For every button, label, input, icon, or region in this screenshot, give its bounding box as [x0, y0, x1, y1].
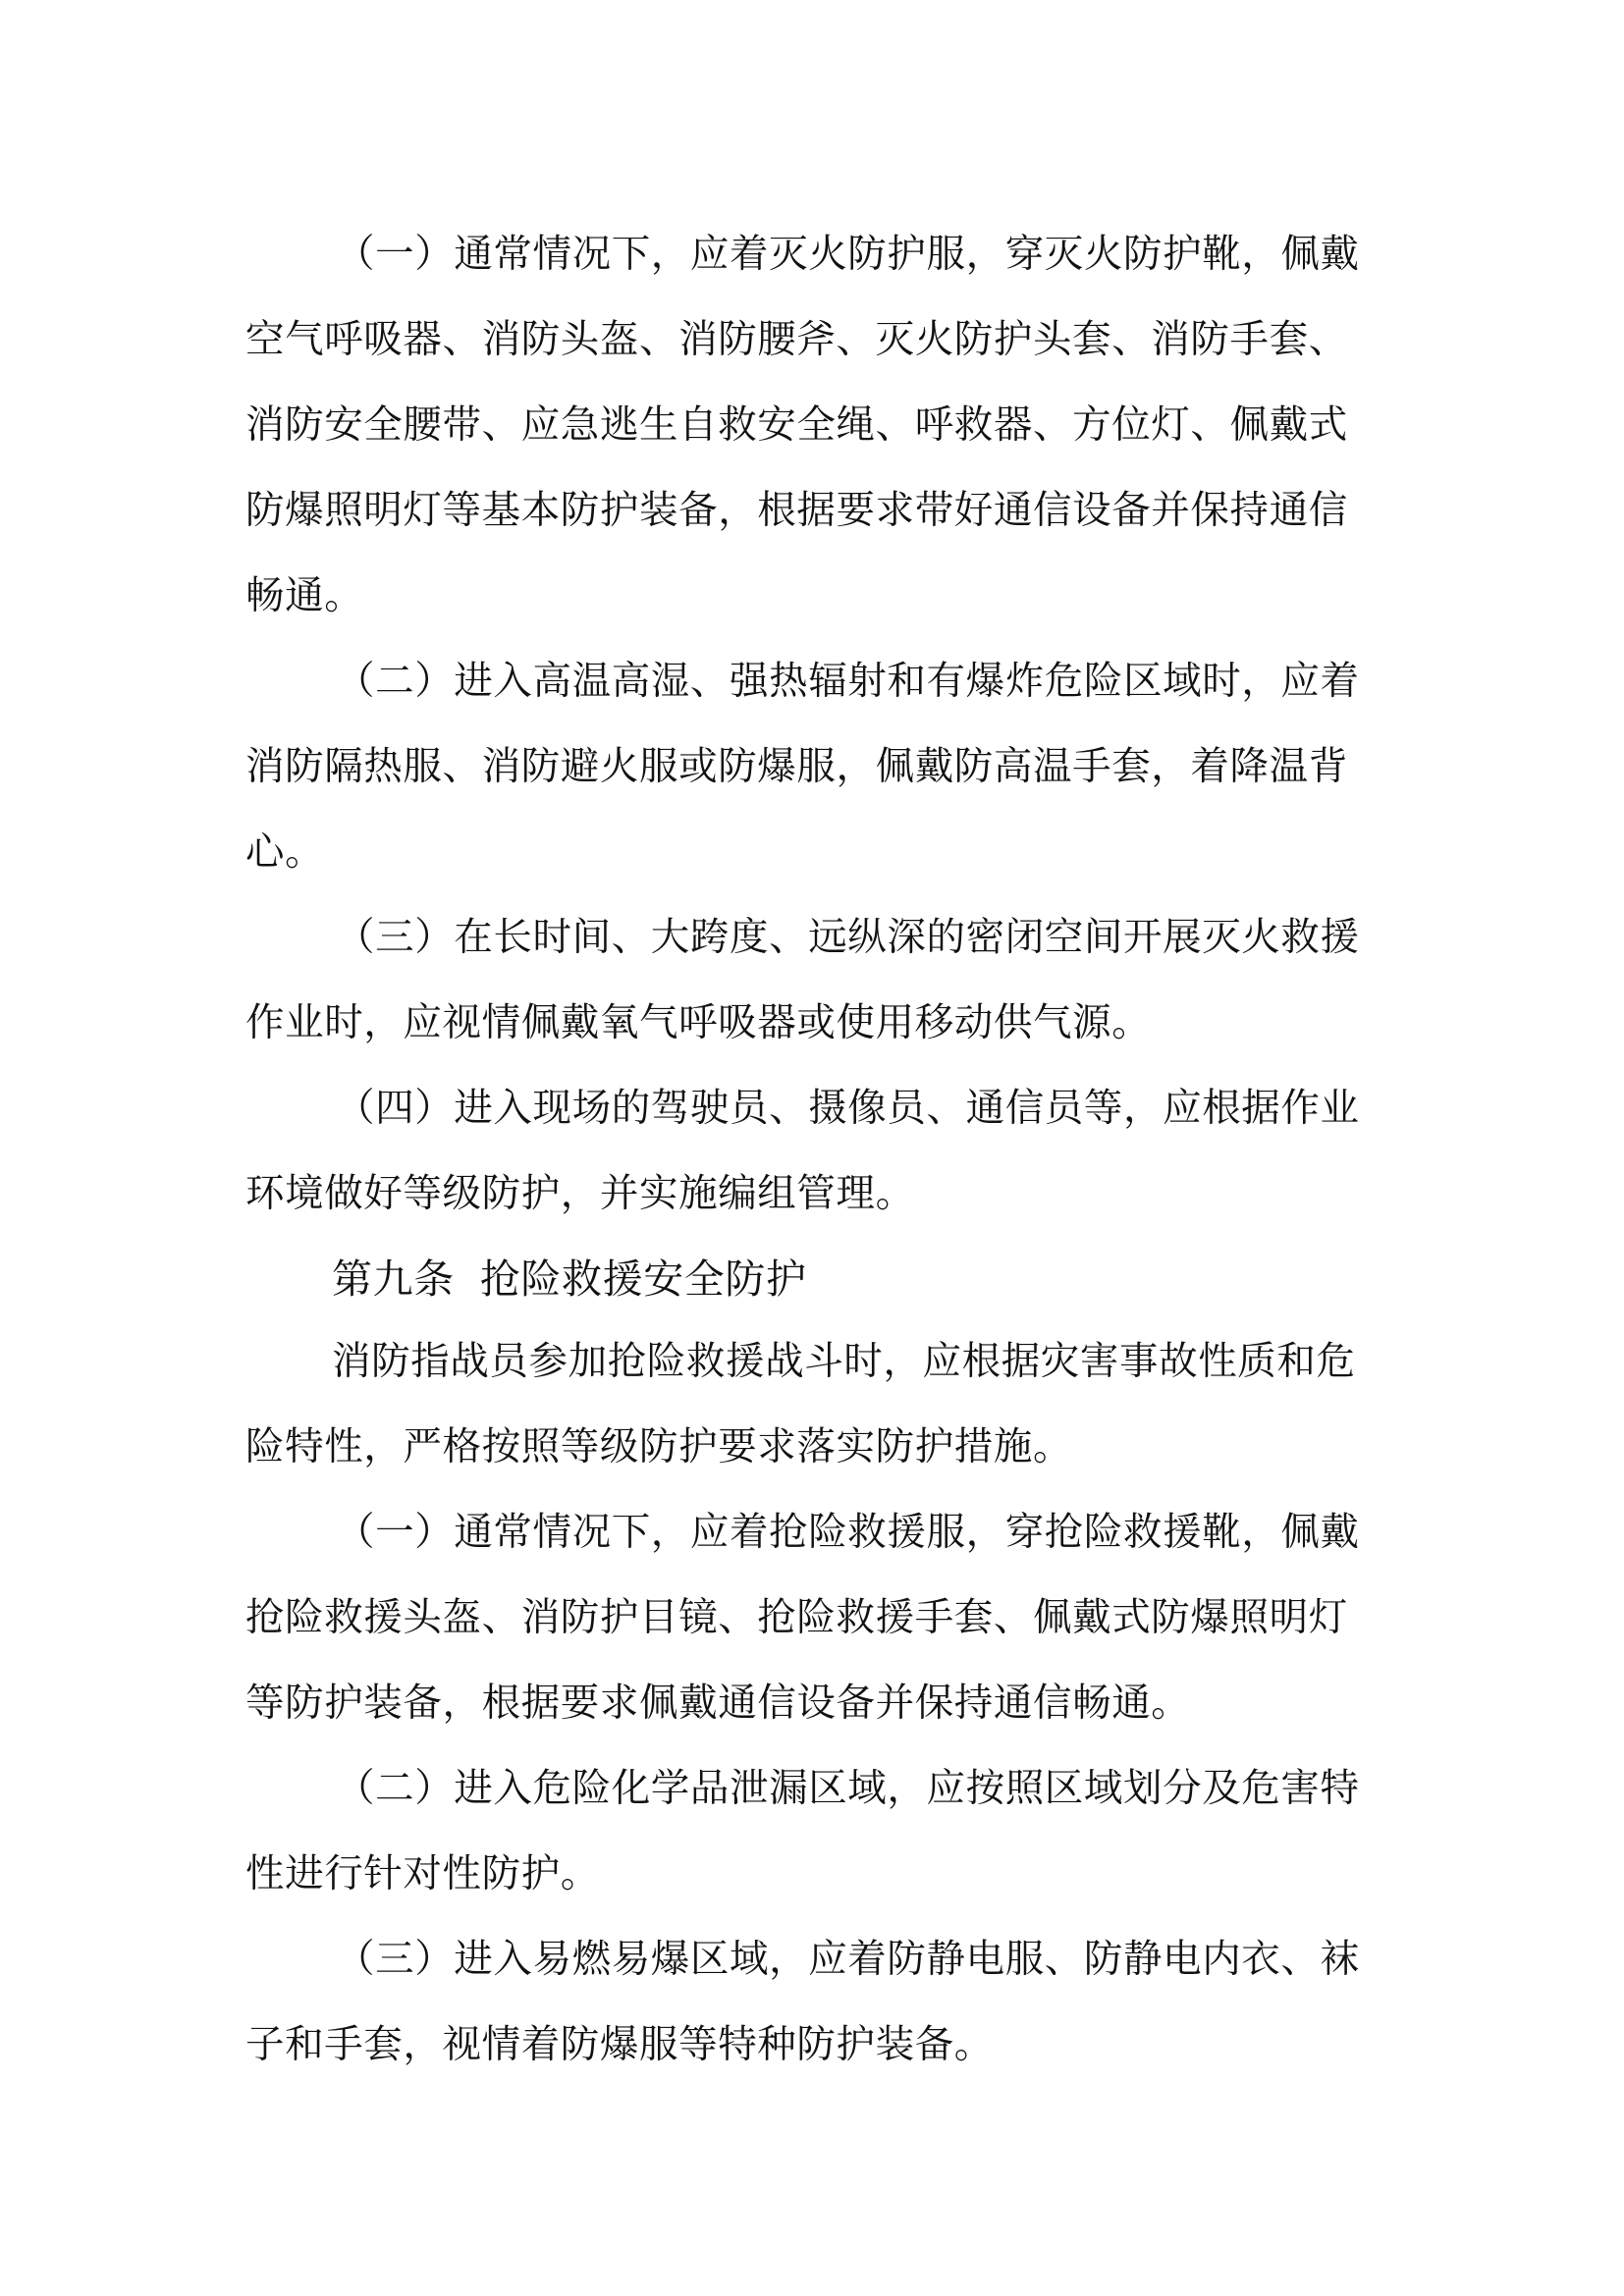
paragraph-protection-general	[245, 226, 1384, 653]
paragraph-line: 心。	[245, 829, 325, 875]
article-title: 抢险救援安全防护	[479, 1255, 807, 1303]
article-number: 第九条	[332, 1255, 455, 1303]
paragraph-line: 性进行针对性防护。	[245, 1851, 600, 1896]
paragraph-high-temperature	[245, 653, 1384, 909]
paragraph-rescue-intro	[245, 1333, 1384, 1504]
paragraph-line: 等防护装备，根据要求佩戴通信设备并保持通信畅通。	[245, 1681, 1191, 1726]
paragraph-line: 防爆照明灯等基本防护装备，根据要求带好通信设备并保持通信	[245, 488, 1348, 533]
paragraph-support-staff	[245, 1080, 1384, 1251]
paragraph-line: （三）在长时间、大跨度、远纵深的密闭空间开展灭火救援	[336, 915, 1360, 960]
paragraph-line: （四）进入现场的驾驶员、摄像员、通信员等，应根据作业	[336, 1086, 1360, 1131]
paragraph-line: 空气呼吸器、消防头盔、消防腰斧、灭火防护头套、消防手套、	[245, 317, 1348, 362]
paragraph-line: 消防隔热服、消防避火服或防爆服，佩戴防高温手套，着降温背	[245, 744, 1348, 789]
article-heading	[245, 1251, 1384, 1333]
paragraph-line: 消防指战员参加抢险救援战斗时，应根据灾害事故性质和危	[332, 1339, 1356, 1384]
paragraph-line: 险特性，严格按照等级防护要求落实防护措施。	[245, 1424, 1073, 1469]
paragraph-line: （一）通常情况下，应着抢险救援服，穿抢险救援靴，佩戴	[336, 1510, 1360, 1555]
paragraph-line: 环境做好等级防护，并实施编组管理。	[245, 1171, 915, 1216]
paragraph-line: （二）进入危险化学品泄漏区域，应按照区域划分及危害特	[336, 1766, 1360, 1811]
paragraph-chemical-leak	[245, 1760, 1384, 1931]
paragraph-line: 子和手套，视情着防爆服等特种防护装备。	[245, 2022, 994, 2067]
paragraph-line: 抢险救援头盔、消防护目镜、抢险救援手套、佩戴式防爆照明灯	[245, 1595, 1348, 1640]
paragraph-line: （一）通常情况下，应着灭火防护服，穿灭火防护靴，佩戴	[336, 232, 1360, 277]
paragraph-flammable-area	[245, 1931, 1384, 2102]
document-body	[245, 226, 1384, 2102]
paragraph-line: （三）进入易燃易爆区域，应着防静电服、防静电内衣、袜	[336, 1937, 1360, 1982]
paragraph-confined-space	[245, 909, 1384, 1080]
paragraph-rescue-general	[245, 1504, 1384, 1760]
paragraph-line: 消防安全腰带、应急逃生自救安全绳、呼救器、方位灯、佩戴式	[245, 402, 1348, 448]
paragraph-line: （二）进入高温高湿、强热辐射和有爆炸危险区域时，应着	[336, 659, 1360, 704]
paragraph-line: 畅通。	[245, 573, 364, 618]
paragraph-line: 作业时，应视情佩戴氧气呼吸器或使用移动供气源。	[245, 1000, 1152, 1045]
